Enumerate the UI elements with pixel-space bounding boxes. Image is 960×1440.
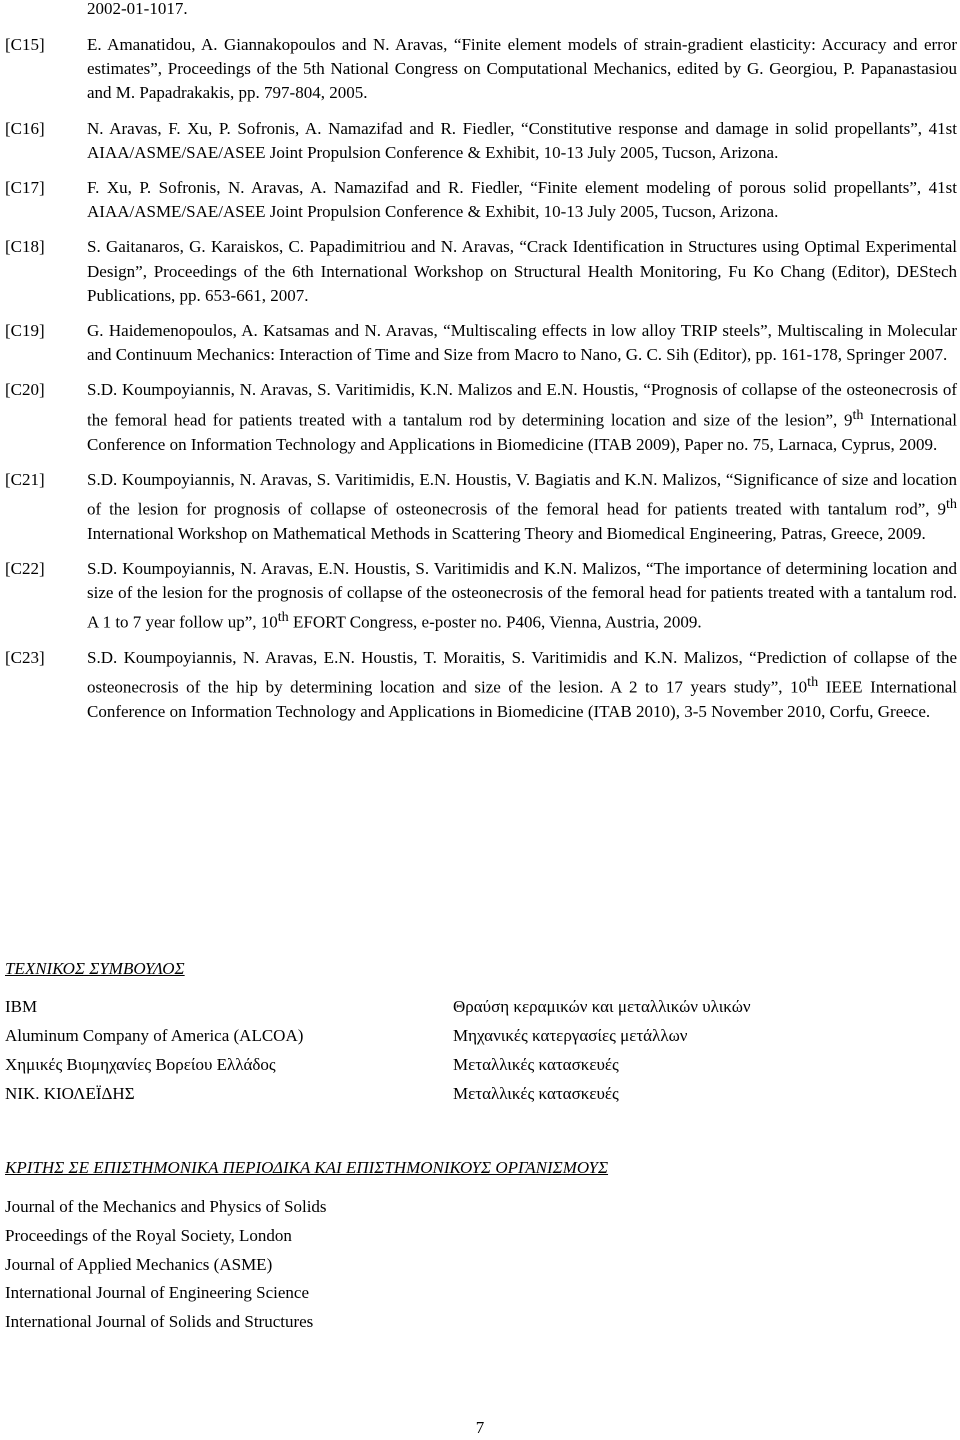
reference-item: [0, 33, 960, 106]
reference-label: [C23]: [5, 648, 45, 668]
consulting-table: [5, 992, 945, 1108]
journal-list: [5, 1193, 327, 1337]
superscript: th: [945, 495, 957, 512]
reference-text-part: International Conference on Information Technology and Applications in Biomedicine (ITAB 2009), Paper no. 75, Larnaca, Cyprus, 2009.: [87, 410, 957, 454]
consulting-field: Μεταλλικές κατασκευές: [453, 1083, 619, 1103]
superscript: th: [277, 609, 289, 626]
reference-label: [C17]: [5, 178, 45, 198]
reference-item: [0, 319, 960, 367]
consulting-organization: Aluminum Company of America (ALCOA): [5, 1025, 304, 1045]
reference-item: [0, 646, 960, 724]
reference-item: [0, 557, 960, 635]
reference-item: [0, 378, 960, 456]
reference-text: E. Amanatidou, A. Giannakopoulos and N. Aravas, “Finite element models of strain-gradient elasticity: Accuracy and error estimates”, Proceedings of the 5th National Congress on Computational Mechanics, edited by G. Georgiou, P. Papanastasiou and M. Papadrakakis, pp. 797-804, 2005.: [87, 35, 957, 103]
reference-text: G. Haidemenopoulos, A. Katsamas and N. Aravas, “Multiscaling effects in low alloy TRIP steels”, Multiscaling in Molecular and Continuum Mechanics: Interaction of Time and Size from Macro to Nano, G. C. Sih (Editor), pp. 161-178, Springer 2007.: [87, 321, 957, 365]
consulting-organization: Χημικές Βιομηχανίες Βορείου Ελλάδος: [5, 1054, 276, 1074]
conference-references: [0, 33, 960, 736]
reference-label: [C18]: [5, 237, 45, 257]
reference-text-part: International Workshop on Mathematical Methods in Scattering Theory and Biomedical Engineering, Patras, Greece, 2009.: [87, 523, 926, 543]
list-item: Proceedings of the Royal Society, London: [5, 1225, 292, 1245]
reference-item: [0, 235, 960, 308]
reference-label: [C19]: [5, 321, 45, 341]
reference-text: F. Xu, P. Sofronis, N. Aravas, A. Namazifad and R. Fiedler, “Finite element modeling of porous solid propellants”, 41st AIAA/ASME/SAE/ASEE Joint Propulsion Conference & Exhibit, 10-13 July 2005, Tucson, Arizona.: [87, 178, 957, 222]
reference-text-part: S.D. Koumpoyiannis, N. Aravas, E.N. Houstis, S. Varitimidis and K.N. Malizos, “The importance of determining location and size of the lesion for the prognosis of collapse of the osteonecrosis of the femoral head for patients treated with a tantalum rod. A 1 to 7 year follow up”, 10: [87, 558, 957, 633]
table-row: [5, 1021, 945, 1050]
table-row: [5, 1050, 945, 1079]
list-item: International Journal of Solids and Structures: [5, 1312, 314, 1332]
reference-item: [0, 176, 960, 224]
list-item: Journal of Applied Mechanics (ASME): [5, 1254, 273, 1274]
table-row: [5, 1079, 945, 1108]
reference-label: [C21]: [5, 469, 45, 489]
reference-label: [C16]: [5, 118, 45, 138]
superscript: th: [852, 406, 864, 423]
reference-label: [C15]: [5, 35, 45, 54]
list-item: International Journal of Engineering Science: [5, 1283, 309, 1303]
table-row: [5, 992, 945, 1021]
reference-text: S. Gaitanaros, G. Karaiskos, C. Papadimitriou and N. Aravas, “Crack Identification in Structures using Optimal Experimental Design”, Proceedings of the 6th International Workshop on Structural Health Monitoring, Fu Ko Chang (Editor), DEStech Publications, pp. 653-661, 2007.: [87, 237, 957, 305]
reference-text-part: S.D. Koumpoyiannis, N. Aravas, S. Varitimidis, K.N. Malizos and E.N. Houstis, “Prognosis of collapse of the osteonecrosis of the femoral head for patients treated with a tantalum rod by determining location and size of the lesion”, 9: [87, 380, 957, 430]
section-title-technical-consultant: ΤΕΧΝΙΚΟΣ ΣΥΜΒΟΥΛΟΣ: [5, 959, 185, 978]
consulting-organization: IBM: [5, 996, 38, 1016]
reference-label: [C22]: [5, 558, 45, 578]
reference-label: [C20]: [5, 380, 45, 400]
list-item: Journal of the Mechanics and Physics of Solids: [5, 1197, 327, 1216]
consulting-field: Μεταλλικές κατασκευές: [453, 1054, 619, 1074]
consulting-field: Μηχανικές κατεργασίες μετάλλων: [453, 1025, 688, 1045]
consulting-organization: ΝΙΚ. ΚΙΟΛΕΪΔΗΣ: [5, 1083, 135, 1103]
reference-text: [87, 557, 957, 635]
reference-text-part: EFORT Congress, e-poster no. P406, Vienna, Austria, 2009.: [288, 613, 702, 633]
consulting-field: Θραύση κεραμικών και μεταλλικών υλικών: [453, 996, 751, 1016]
reference-text: [87, 468, 957, 546]
reference-text: N. Aravas, F. Xu, P. Sofronis, A. Namazifad and R. Fiedler, “Constitutive response and damage in solid propellants”, 41st AIAA/ASME/SAE/ASEE Joint Propulsion Conference & Exhibit, 10-13 July 2005, Tucson, Arizona.: [87, 118, 957, 162]
reference-text: [87, 378, 957, 456]
superscript: th: [807, 674, 819, 691]
section-title-journal-referee: ΚΡΙΤΗΣ ΣΕ ΕΠΙΣΤΗΜΟΝΙΚΑ ΠΕΡΙΟΔΙΚΑ ΚΑΙ ΕΠΙΣΤΗΜΟΝΙΚΟΥΣ ΟΡΓΑΝΙΣΜΟΥΣ: [5, 1158, 609, 1177]
reference-text-part: S.D. Koumpoyiannis, N. Aravas, S. Varitimidis, E.N. Houstis, V. Bagiatis and K.N. Malizos, “Significance of size and location of the lesion for prognosis of collapse of osteonecrosis of the femoral head for patients treated with tantalum rod”, 9: [87, 469, 957, 519]
continued-reference-tail: 2002-01-1017.: [87, 0, 188, 18]
reference-text-part: IEEE International Conference on Information Technology and Applications in Biomedicine (ITAB 2010), 3-5 November 2010, Corfu, Greece.: [87, 678, 957, 722]
reference-text-part: S.D. Koumpoyiannis, N. Aravas, E.N. Houstis, T. Moraitis, S. Varitimidis and K.N. Malizos, “Prediction of collapse of the osteonecrosis of the hip by determining location and size of the lesion. A 2 to 17 years study”, 10: [87, 648, 957, 698]
reference-item: [0, 117, 960, 165]
reference-text: [87, 646, 957, 724]
page-number: 7: [475, 1418, 485, 1437]
reference-item: [0, 468, 960, 546]
